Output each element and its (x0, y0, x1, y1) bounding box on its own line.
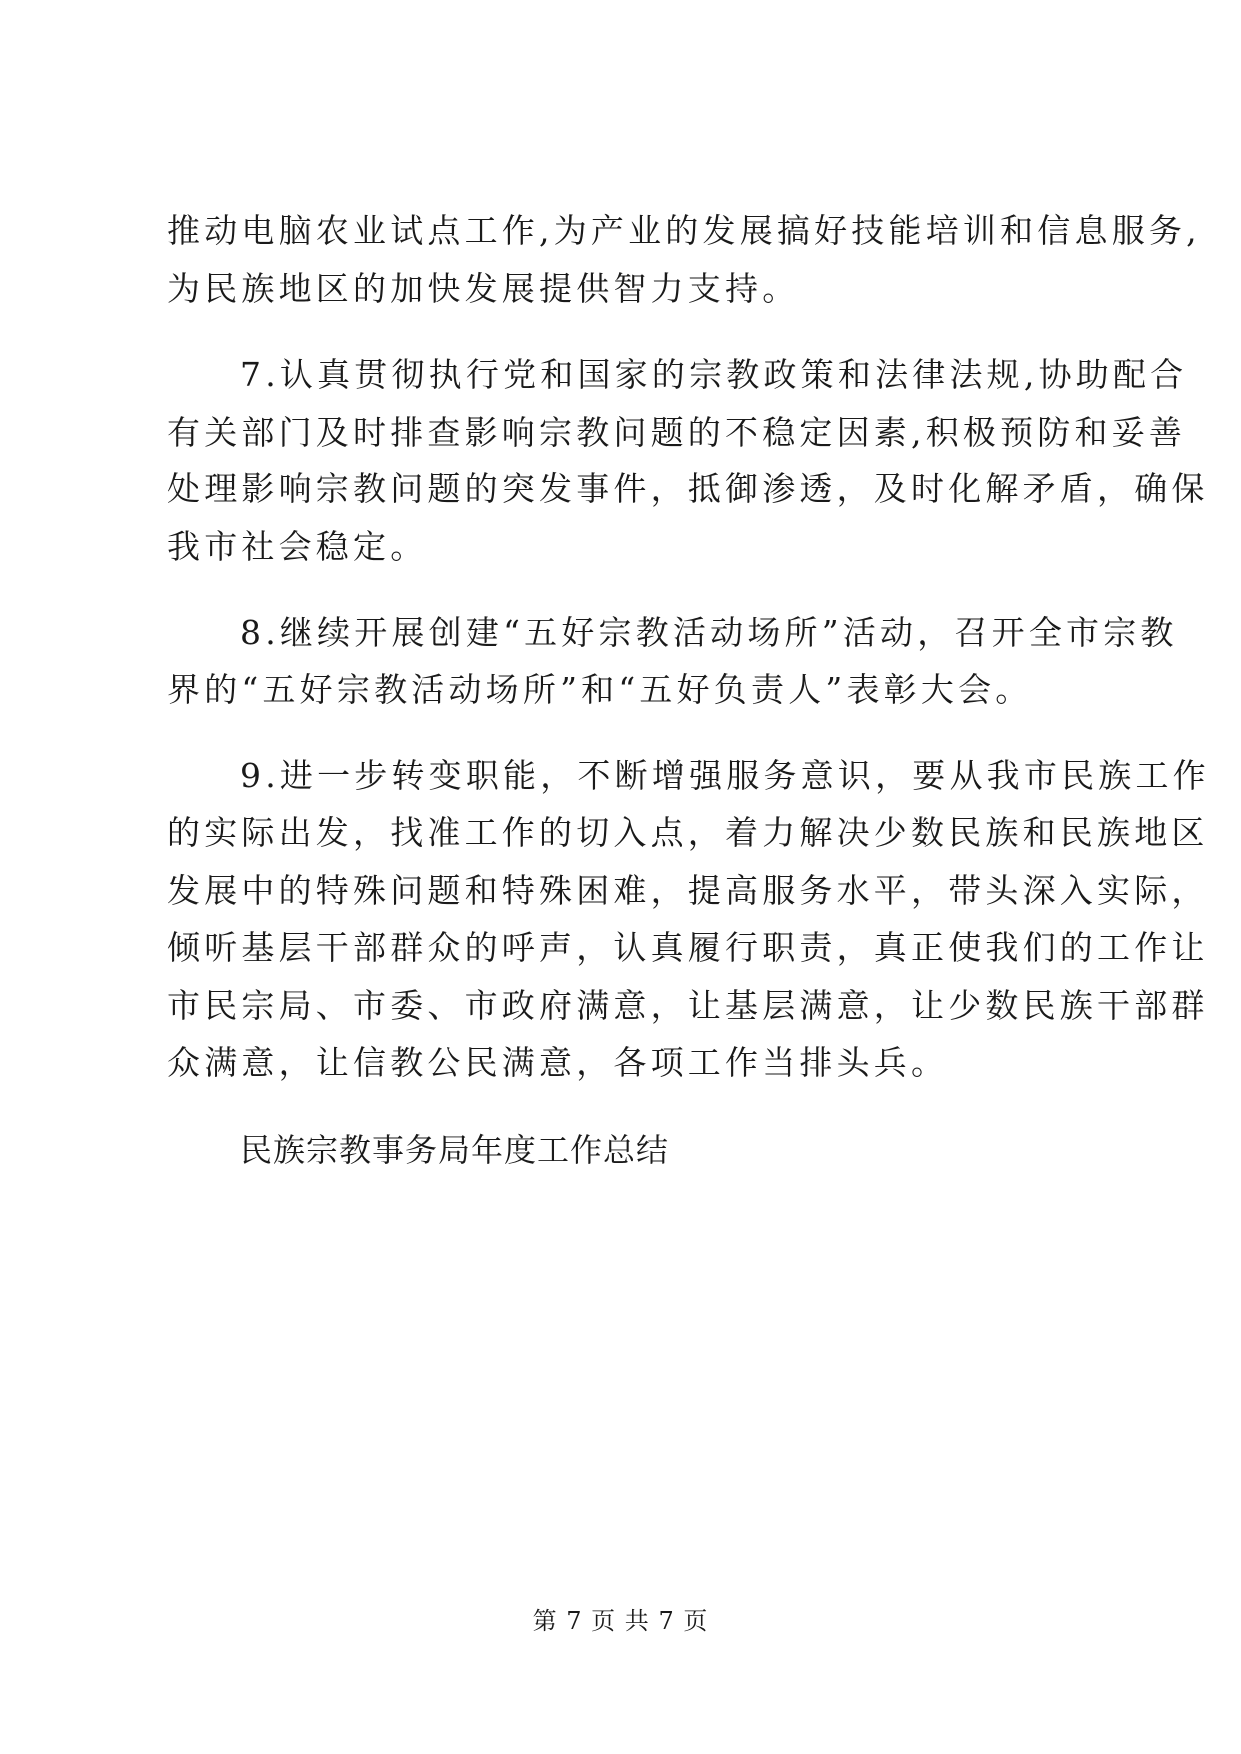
paragraph-9-line-6: 众满意，让信教公民满意，各项工作当排头兵。 (167, 1043, 949, 1082)
paragraph-7-line-3: 处理影响宗教问题的突发事件，抵御渗透，及时化解矛盾，确保 (167, 469, 1209, 508)
paragraph-9-line-5: 市民宗局、市委、市政府满意，让基层满意，让少数民族干部群 (167, 986, 1209, 1025)
paragraph-9-line-1: 9.进一步转变职能，不断增强服务意识，要从我市民族工作 (240, 756, 1210, 795)
paragraph-9-line-3: 发展中的特殊问题和特殊困难，提高服务水平，带头深入实际， (167, 871, 1209, 910)
paragraph-7-line-4: 我市社会稳定。 (167, 527, 428, 566)
paragraph-9-line-4: 倾听基层干部群众的呼声，认真履行职责，真正使我们的工作让 (167, 928, 1209, 967)
page-number-footer: 第 7 页 共 7 页 (532, 1607, 709, 1635)
paragraph-8-line-1: 8.继续开展创建“五好宗教活动场所”活动，召开全市宗教 (240, 613, 1178, 652)
paragraph-7-line-1: 7.认真贯彻执行党和国家的宗教政策和法律法规,协助配合 (240, 355, 1188, 394)
text-line-2: 为民族地区的加快发展提供智力支持。 (167, 269, 800, 308)
text-line-1: 推动电脑农业试点工作,为产业的发展搞好技能培训和信息服务, (167, 211, 1201, 250)
document-title-line: 民族宗教事务局年度工作总结 (240, 1131, 670, 1169)
paragraph-9-line-2: 的实际出发，找准工作的切入点，着力解决少数民族和民族地区 (167, 813, 1209, 852)
paragraph-7-line-2: 有关部门及时排查影响宗教问题的不稳定因素,积极预防和妥善 (167, 413, 1187, 452)
paragraph-8-line-2: 界的“五好宗教活动场所”和“五好负责人”表彰大会。 (167, 670, 1033, 709)
